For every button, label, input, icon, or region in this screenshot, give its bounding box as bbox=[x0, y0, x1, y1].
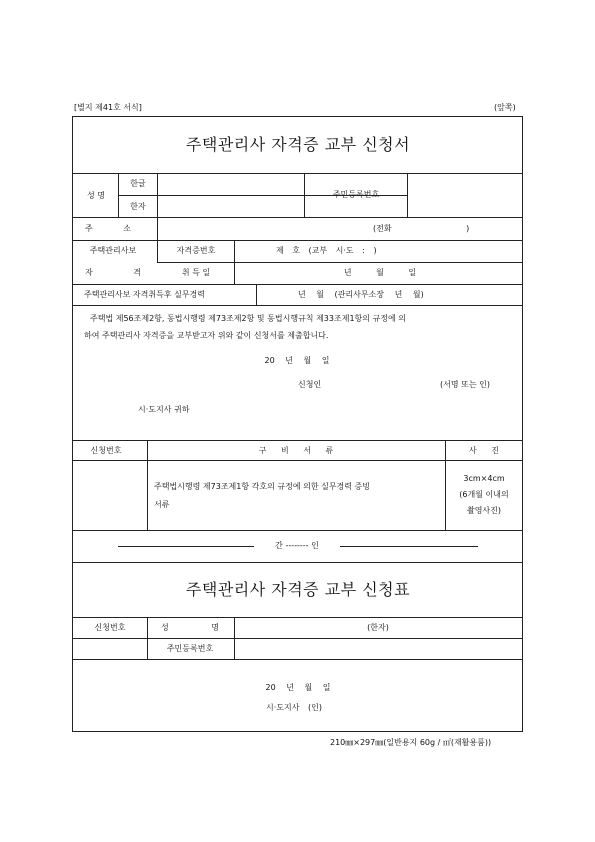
career-value[interactable]: 년 월 (관리사무소장 년 월) bbox=[298, 290, 424, 299]
receipt-name-field[interactable] bbox=[235, 618, 522, 637]
application-date[interactable]: 20 년 월 일 bbox=[264, 356, 330, 365]
acquisition-date-value[interactable]: 년 월 일 bbox=[343, 268, 417, 277]
career-label: 주택관리사보 자격취득후 실무경력 bbox=[84, 290, 206, 299]
name-label: 성 명 bbox=[87, 191, 105, 200]
receipt-application-number-label: 신청번호 bbox=[94, 623, 126, 632]
required-document-line2: 서류 bbox=[154, 500, 170, 509]
receipt-issuer: 시·도지사 (인) bbox=[266, 703, 322, 712]
resident-number-field[interactable] bbox=[408, 174, 522, 216]
photo-size: 3cm×4cm bbox=[463, 474, 505, 483]
qualification-label-line1: 주택관리사보 bbox=[89, 246, 137, 255]
address-label: 주 소 bbox=[85, 224, 145, 233]
receipt-hanja-label: (한자) bbox=[367, 623, 389, 632]
required-document-line1: 주택법시행령 제73조제1항 각호의 규정에 의한 실무경력 증빙 bbox=[154, 482, 370, 491]
form-number: [별지 제41호 서식] bbox=[74, 103, 142, 112]
receipt-date[interactable]: 20 년 월 일 bbox=[265, 683, 331, 692]
photo-spec-line3: 촬영사진) bbox=[466, 506, 502, 515]
receipt-name-label: 성 명 bbox=[161, 623, 219, 632]
acquisition-date-label: 취 득 일 bbox=[181, 268, 211, 277]
resident-number-label: 주민등록번호 bbox=[332, 190, 380, 199]
hanja-label: 한자 bbox=[130, 202, 146, 211]
signature-label[interactable]: (서명 또는 인) bbox=[440, 380, 490, 389]
photo-spec-line2: (6개월 이내의 bbox=[459, 490, 509, 499]
hangul-name-field[interactable] bbox=[158, 174, 303, 194]
application-title: 주택관리사 자격증 교부 신청서 bbox=[185, 135, 411, 154]
required-documents-label: 구 비 서 류 bbox=[258, 446, 334, 455]
cut-line-right bbox=[340, 546, 478, 547]
phone-label: (전화 ) bbox=[373, 224, 470, 233]
receipt-resident-number-field[interactable] bbox=[235, 639, 522, 658]
certificate-number-label: 자격증번호 bbox=[176, 246, 216, 255]
cut-line-label: 간 -------- 인 bbox=[275, 541, 319, 550]
receipt-application-number-field[interactable] bbox=[73, 639, 146, 658]
applicant-label: 신청인 bbox=[298, 380, 322, 389]
qualification-label-line2: 자 격 bbox=[85, 268, 141, 277]
application-number-label: 신청번호 bbox=[90, 446, 122, 455]
receipt-title: 주택관리사 자격증 교부 신청표 bbox=[185, 580, 411, 599]
paper-specification: 210㎜×297㎜(일반용지 60g / ㎡(재활용품)) bbox=[330, 738, 492, 747]
certificate-number-value[interactable]: 제 호 (교부 시·도 : ) bbox=[276, 246, 377, 255]
cut-line-left bbox=[118, 546, 254, 547]
page-side-label: (앞쪽) bbox=[494, 103, 516, 112]
statement-line1: 주택법 제56조제2항, 동법시행령 제73조제2항 및 동법시행규칙 제33조제1항의 규정에 의 bbox=[90, 314, 406, 323]
photo-label: 사 진 bbox=[469, 446, 499, 455]
receipt-resident-number-label: 주민등록번호 bbox=[166, 644, 214, 653]
application-number-field[interactable] bbox=[73, 461, 146, 529]
hanja-name-field[interactable] bbox=[158, 196, 303, 216]
recipient-label: 시·도지사 귀하 bbox=[138, 405, 190, 414]
statement-line2: 하여 주택관리사 자격증을 교부받고자 위와 같이 신청서를 제출합니다. bbox=[84, 331, 329, 340]
hangul-label: 한글 bbox=[130, 179, 146, 188]
